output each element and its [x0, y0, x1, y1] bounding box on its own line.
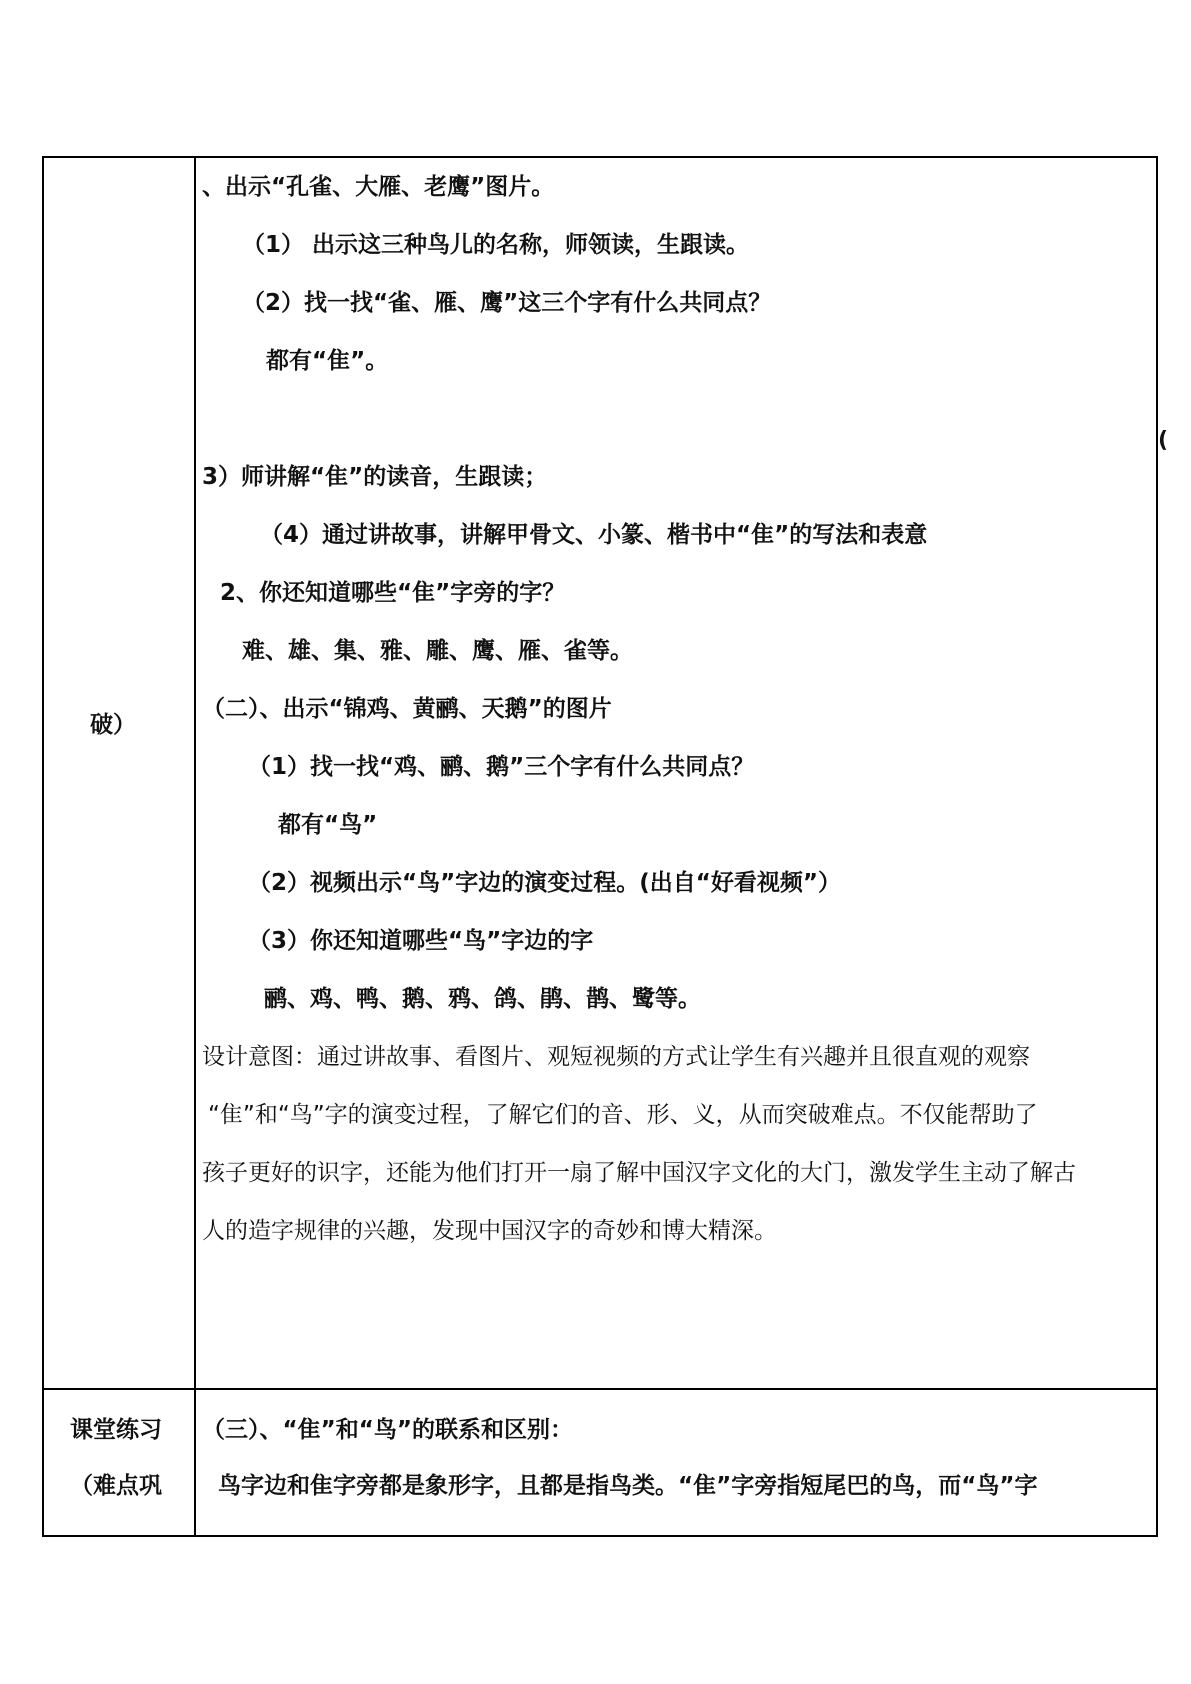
content-line: 都有“鸟” [278, 812, 378, 838]
content-line: （1） 出示这三种鸟儿的名称，师领读，生跟读。 [242, 232, 750, 258]
lesson-plan-table [42, 156, 1158, 1537]
edge-mark: ( [1158, 428, 1169, 453]
content-line: 鸟字边和隹字旁都是象形字，且都是指鸟类。“隹”字旁指短尾巴的鸟，而“鸟”字 [218, 1473, 1038, 1499]
content-line: 都有“隹”。 [266, 348, 389, 374]
content-line: （2）视频出示“鸟”字边的演变过程。(出自“好看视频”） [248, 870, 841, 896]
content-line: （三）、“隹”和“鸟”的联系和区别： [202, 1417, 573, 1443]
content-line: （1）找一找“鸡、鹂、鹅”三个字有什么共同点？ [248, 754, 755, 780]
design-intent-line: 孩子更好的识字，还能为他们打开一扇了解中国汉字文化的大门，激发学生主动了解古 [202, 1160, 1076, 1186]
row2-label-line: 课堂练习 [70, 1417, 162, 1443]
row2-label-line: （难点巩 [70, 1473, 162, 1499]
content-line: 鹂、鸡、鸭、鹅、鸦、鸽、鹃、鹊、鹭等。 [264, 986, 701, 1012]
content-line: 2、你还知道哪些“隹”字旁的字？ [220, 580, 566, 606]
column-divider [194, 158, 196, 1535]
row1-label: 破） [90, 712, 136, 738]
design-intent-line: 设计意图：通过讲故事、看图片、观短视频的方式让学生有兴趣并且很直观的观察 [202, 1044, 1030, 1070]
content-line: （2）找一找“雀、雁、鹰”这三个字有什么共同点？ [242, 290, 772, 316]
content-line: 难、雄、集、雅、雕、鹰、雁、雀等。 [242, 638, 633, 664]
content-line: （4）通过讲故事，讲解甲骨文、小篆、楷书中“隹”的写法和表意 [260, 522, 928, 548]
content-line: 3）师讲解“隹”的读音，生跟读； [202, 464, 548, 490]
content-line: （二）、出示“锦鸡、黄鹂、天鹅”的图片 [202, 696, 612, 722]
design-intent-line: 人的造字规律的兴趣，发现中国汉字的奇妙和博大精深。 [202, 1218, 777, 1244]
row-divider [44, 1388, 1156, 1390]
content-line: （3）你还知道哪些“鸟”字边的字 [248, 928, 594, 954]
content-line: 、出示“孔雀、大雁、老鹰”图片。 [202, 174, 555, 200]
design-intent-line: “隹”和“鸟”字的演变过程，了解它们的音、形、义，从而突破难点。不仅能帮助了 [208, 1102, 1038, 1128]
